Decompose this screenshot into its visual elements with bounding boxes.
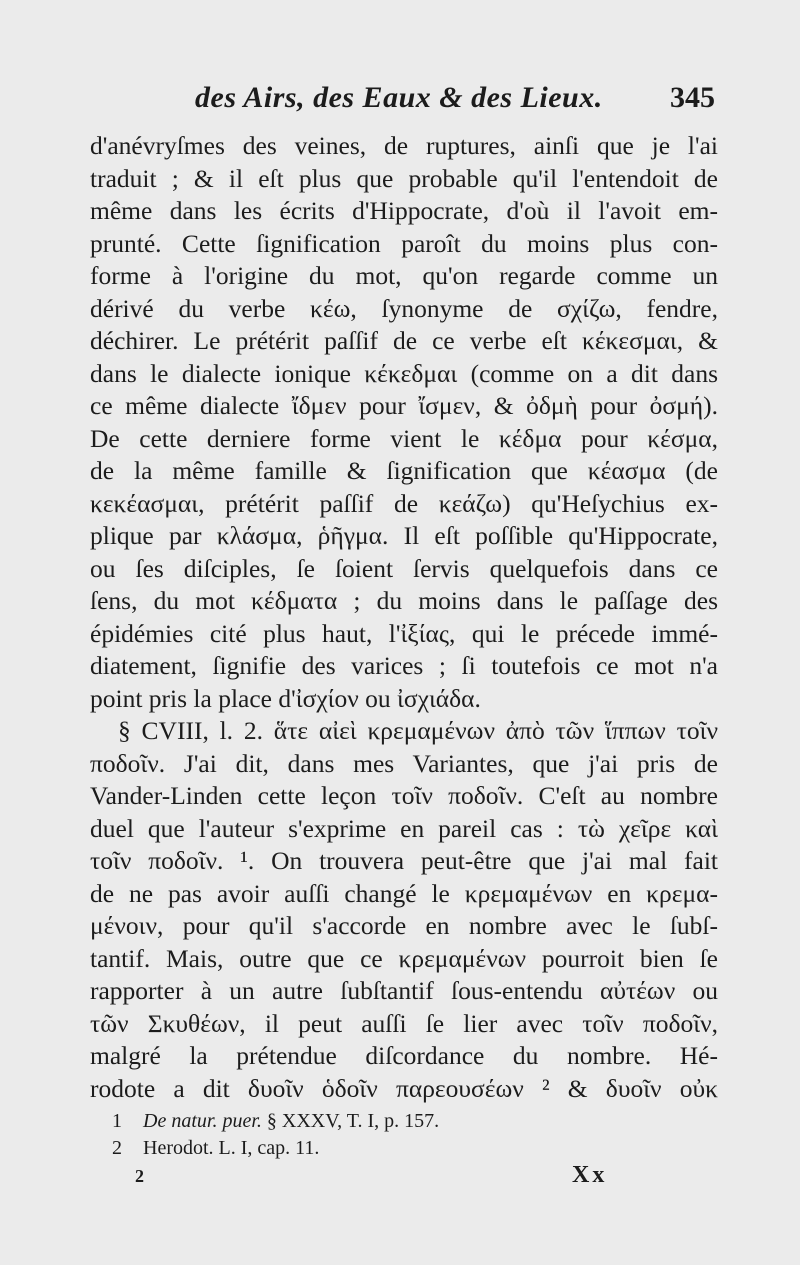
footnote-number: 2: [112, 1137, 122, 1159]
text-line: Vander-Linden cette leçon τοῖν ποδοῖν. C'eſt au nombre: [90, 781, 718, 810]
text-line: épidémies cité plus haut, l'ἰξίας, qui le précede immé-: [90, 618, 718, 648]
section-start-line: § CVIII, l. 2. ἅτε αἰεὶ κρεμαμένων ἀπὸ τῶν ἵππων τοῖν: [118, 716, 718, 745]
footnote-reference: § XXXV, T. I, p. 157.: [266, 1110, 440, 1132]
text-line: même dans les écrits d'Hippocrate, d'où il l'avoit em-: [90, 196, 718, 225]
text-line: ποδοῖν. J'ai dit, dans mes Variantes, que j'ai pris de: [90, 748, 718, 778]
text-line: plique par κλάσμα, ῥῆγμα. Il eſt poſſible qu'Hippocrate,: [90, 521, 718, 550]
text-line: dérivé du verbe κέω, ſynonyme de σχίζω, fendre,: [90, 293, 718, 323]
footnote-title: De natur. puer.: [143, 1110, 262, 1132]
text-line: dans le dialecte ionique κέκεδμαι (comme on a dit dans: [90, 358, 718, 388]
text-line: point pris la place d'ἰσχίον ou ἰσχιάδα.: [90, 683, 481, 713]
footnote-reference: Herodot. L. I, cap. 11.: [143, 1137, 320, 1159]
text-line: prunté. Cette ſignification paroît du moins plus con-: [90, 228, 718, 258]
text-line: ou ſes diſciples, ſe ſoient ſervis quelquefois dans ce: [90, 553, 718, 583]
running-title: des Airs, des Eaux & des Lieux.: [195, 81, 603, 114]
text-line: τοῖν ποδοῖν. ¹. On trouvera peut-être que j'ai mal fait: [90, 846, 718, 875]
text-line: ce même dialecte ἴδμεν pour ἴσμεν, & ὀδμὴ pour ὀσμή).: [90, 391, 718, 420]
footnotes: [112, 1108, 612, 1162]
footnote: [112, 1135, 612, 1162]
text-line: de la même famille & ſignification que κέασμα (de: [90, 456, 718, 485]
text-line: τῶν Σκυθέων, il peut auſſi ſe lier avec τοῖν ποδοῖν,: [90, 1008, 718, 1038]
text-line: μένοιν, pour qu'il s'accorde en nombre avec le ſubſ-: [90, 911, 718, 940]
footnote: [112, 1108, 612, 1135]
text-line: rapporter à un autre ſubſtantif ſous-entendu αὐτέων ou: [90, 976, 718, 1005]
text-line: duel que l'auteur s'exprime en pareil cas : τὼ χεῖρε καὶ: [90, 813, 718, 843]
page-number: 345: [670, 81, 715, 114]
text-line: d'anévryſmes des veines, de ruptures, ainſi que je l'ai: [90, 131, 718, 160]
text-line: rodote a dit δυοῖν ὁδοῖν παρεουσέων ² & δυοῖν οὐκ: [90, 1073, 718, 1103]
signature-mark: 2: [135, 1166, 144, 1186]
catchword: Xx: [572, 1162, 608, 1188]
text-line: de ne pas avoir auſſi changé le κρεμαμένων en κρεμα-: [90, 878, 718, 908]
text-line: ſens, du mot κέδματα ; du moins dans le paſſage des: [90, 586, 718, 615]
text-line: malgré la prétendue diſcordance du nombre. Hé-: [90, 1041, 718, 1070]
text-line: κεκέασμαι, prétérit paſſif de κεάζω) qu'Heſychius ex-: [90, 488, 718, 518]
text-line: forme à l'origine du mot, qu'on regarde comme un: [90, 261, 718, 290]
text-line: diatement, ſignifie des varices ; ſi toutefois ce mot n'a: [90, 651, 718, 680]
text-line: tantif. Mais, outre que ce κρεμαμένων pourroit bien ſe: [90, 943, 718, 973]
page-header: [195, 78, 715, 118]
footnote-number: 1: [112, 1110, 122, 1132]
text-line: déchirer. Le prétérit paſſif de ce verbe eſt κέκεσμαι, &: [90, 326, 718, 355]
text-line: traduit ; & il eſt plus que probable qu'il l'entendoit de: [90, 163, 718, 193]
body-text: [90, 130, 718, 1105]
text-line: De cette derniere forme vient le κέδμα pour κέσμα,: [90, 423, 718, 453]
